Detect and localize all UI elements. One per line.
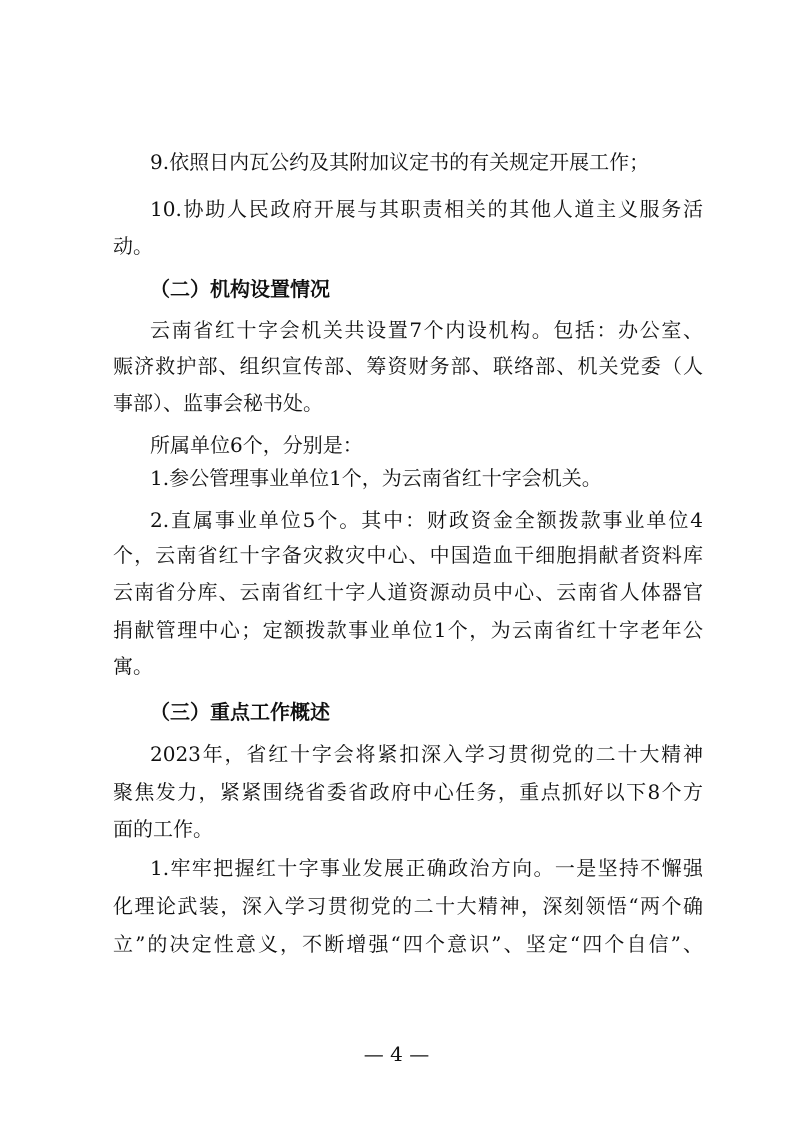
- paragraph-line: 10.协助人民政府开展与其职责相关的其他人道主义服务活: [150, 197, 703, 221]
- paragraph-line: 事部）、监事会秘书处。: [113, 391, 323, 415]
- paragraph-line: 2023年，省红十字会将紧扣深入学习贯彻党的二十大精神: [150, 742, 703, 766]
- paragraph-line: 所属单位6个，分别是：: [150, 433, 363, 457]
- paragraph-line: 赈济救护部、组织宣传部、筹资财务部、联络部、机关党委（人: [113, 354, 703, 378]
- paragraph-line: 云南省红十字会机关共设置7个内设机构。包括：办公室、: [150, 318, 703, 342]
- paragraph-line: 动。: [113, 234, 153, 258]
- paragraph-line: 面的工作。: [113, 817, 213, 841]
- paragraph-line: 化理论武装，深入学习贯彻党的二十大精神，深刻领悟“两个确: [113, 894, 703, 918]
- page-number: — 4 —: [363, 1042, 430, 1066]
- paragraph-line: 个，云南省红十字备灾救灾中心、中国造血干细胞捐献者资料库: [113, 543, 703, 567]
- paragraph-line: 聚焦发力，紧紧围绕省委省政府中心任务，重点抓好以下8个方: [113, 780, 703, 804]
- paragraph-line: 云南省分库、云南省红十字人道资源动员中心、云南省人体器官: [113, 580, 703, 604]
- paragraph-line: 寓。: [113, 654, 153, 678]
- section-heading: （三）重点工作概述: [150, 700, 330, 724]
- paragraph-line: 9.依照日内瓦公约及其附加议定书的有关规定开展工作；: [150, 150, 650, 174]
- section-heading: （二）机构设置情况: [150, 277, 330, 301]
- paragraph-line: 1.参公管理事业单位1个，为云南省红十字会机关。: [150, 466, 602, 490]
- paragraph-line: 立”的决定性意义，不断增强“四个意识”、坚定“四个自信”、: [113, 932, 703, 956]
- paragraph-line: 1.牢牢把握红十字事业发展正确政治方向。一是坚持不懈强: [150, 856, 703, 880]
- paragraph-line: 2.直属事业单位5个。其中：财政资金全额拨款事业单位4: [150, 508, 703, 532]
- paragraph-line: 捐献管理中心；定额拨款事业单位1个，为云南省红十字老年公: [113, 618, 703, 642]
